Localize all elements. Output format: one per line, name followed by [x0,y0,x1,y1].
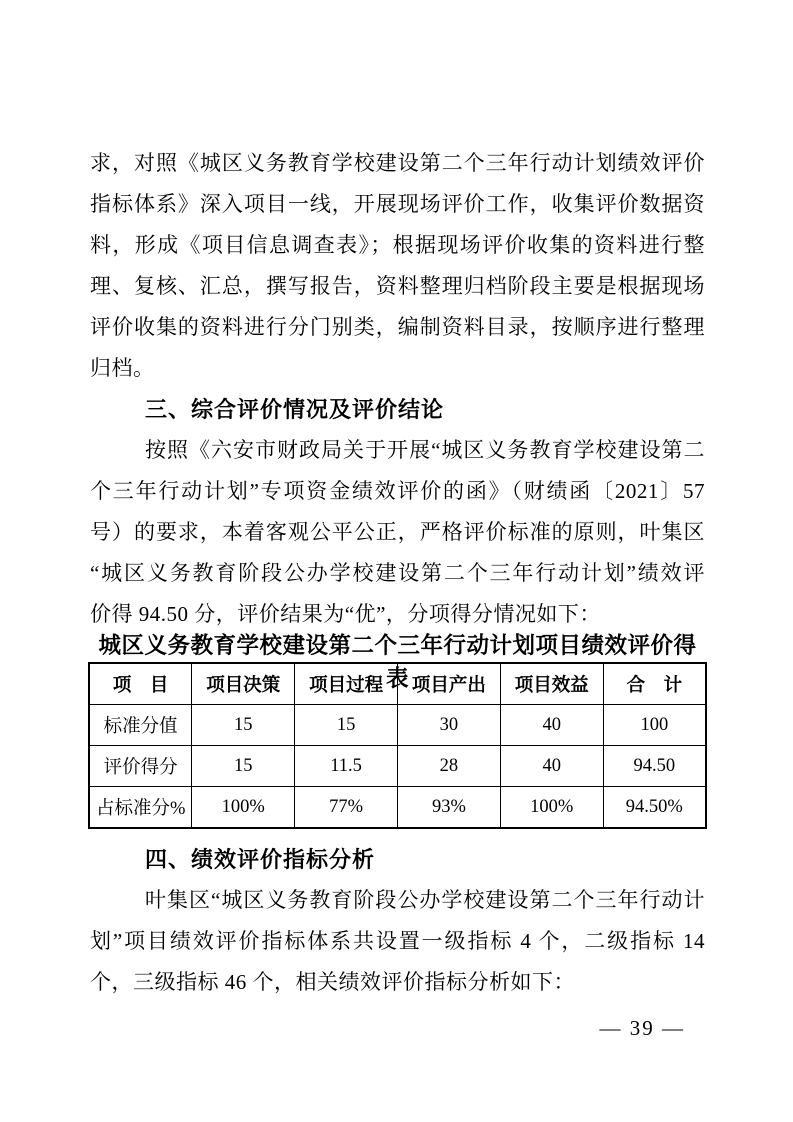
paragraph-line: 理、复核、汇总，撰写报告，资料整理归档阶段主要是根据现场 [90,274,705,298]
table-header-cell: 项 目 [89,663,192,705]
table-cell: 40 [500,746,603,787]
table-header-cell: 项目决策 [192,663,295,705]
row-label-cell: 占标准分% [89,787,192,829]
table-cell: 15 [192,746,295,787]
paragraph-line: 按照《六安市财政局关于开展“城区义务教育学校建设第二 [145,438,705,462]
table-header-cell: 项目产出 [397,663,500,705]
table-row [89,746,706,787]
paragraph-line: 号）的要求，本着客观公平公正，严格评价标准的原则，叶集区 [90,520,705,544]
table-header-cell: 项目过程 [295,663,398,705]
page-number: — 39 — [599,1016,685,1040]
table-row [89,705,706,746]
table-cell: 100 [603,705,706,746]
paragraph-line: 个三年行动计划”专项资金绩效评价的函》（财绩函〔2021〕57 [90,479,705,503]
score-table-title: 城区义务教育学校建设第二个三年行动计划项目绩效评价得表 [98,633,697,691]
table-header-cell: 合 计 [603,663,706,705]
paragraph-evaluation-result [90,430,705,635]
table-cell: 30 [397,705,500,746]
paragraph-line: 叶集区“城区义务教育阶段公办学校建设第二个三年行动计 [145,888,705,912]
table-cell: 11.5 [295,746,398,787]
paragraph-archive-process [90,143,705,389]
row-label-cell: 评价得分 [89,746,192,787]
paragraph-line: 价得 94.50 分，评价结果为“优”，分项得分情况如下： [90,602,601,626]
table-cell: 94.50% [603,787,706,829]
table-cell: 15 [295,705,398,746]
table-cell: 100% [192,787,295,829]
section-heading-4: 四、绩效评价指标分析 [145,847,376,872]
paragraph-indicator-analysis [90,880,705,1003]
table-cell: 94.50 [603,746,706,787]
table-cell: 40 [500,705,603,746]
paragraph-line: 求，对照《城区义务教育学校建设第二个三年行动计划绩效评价 [90,151,705,175]
paragraph-line: 料，形成《项目信息调查表》；根据现场评价收集的资料进行整 [90,233,705,257]
section-heading-3: 三、综合评价情况及评价结论 [145,397,445,422]
table-cell: 28 [397,746,500,787]
table-row [89,787,706,829]
paragraph-line: 评价收集的资料进行分门别类，编制资料目录，按顺序进行整理 [90,315,705,339]
paragraph-line: 归档。 [90,356,155,380]
page-content [90,143,705,1003]
table-header-cell: 项目效益 [500,663,603,705]
table-cell: 100% [500,787,603,829]
table-cell: 77% [295,787,398,829]
table-cell: 15 [192,705,295,746]
table-cell: 93% [397,787,500,829]
paragraph-line: 指标体系》深入项目一线，开展现场评价工作，收集评价数据资 [90,192,705,216]
paragraph-line: 划”项目绩效评价指标体系共设置一级指标 4 个，二级指标 14 [90,929,705,953]
paragraph-line: “城区义务教育阶段公办学校建设第二个三年行动计划”绩效评 [90,561,705,585]
paragraph-line: 个，三级指标 46 个，相关绩效评价指标分析如下： [90,970,575,994]
row-label-cell: 标准分值 [89,705,192,746]
